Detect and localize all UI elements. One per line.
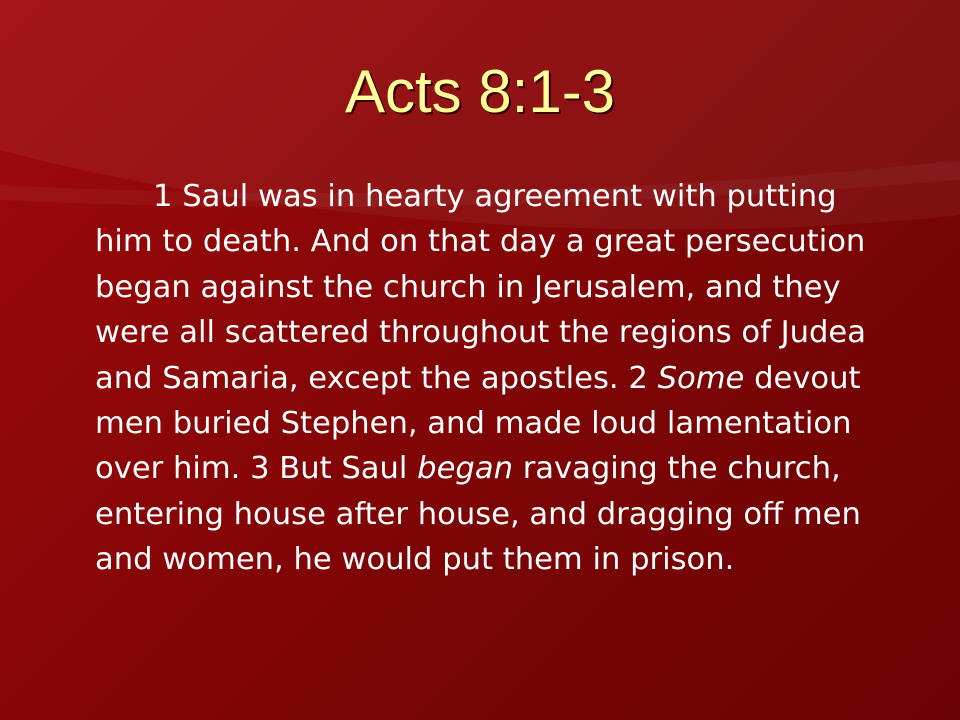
body-text-segment: devout men buried Stephen, and made loud lamentation over him. 3 But Saul	[95, 360, 861, 487]
body-text-segment: 1 Saul was in hearty agreement with putting him to death. And on that day a great persecution began against the church in Jerusalem, and they were all scattered throughout the regions of Judea and Samaria, except the apostles. 2	[95, 179, 866, 396]
body-text-italic-segment: Some	[657, 360, 745, 396]
body-text-italic-segment: began	[417, 451, 513, 487]
body-text-segment: ravaging the church, entering house after house, and dragging off men and women, he would put them in prison.	[95, 451, 861, 578]
slide-title: Acts 8:1-3	[344, 58, 616, 125]
slide-body-text	[95, 174, 895, 583]
